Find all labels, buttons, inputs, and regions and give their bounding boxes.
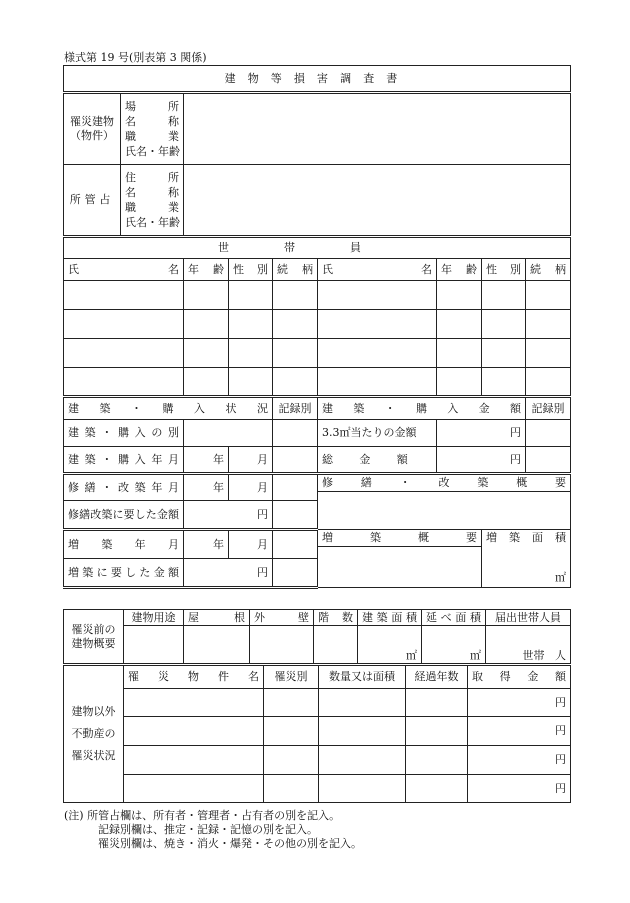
price-per-area-label: 3.3㎡当たりの金額 <box>318 420 437 447</box>
quantity-area-header: 数量又は面積 <box>319 666 406 689</box>
purchase-date-label: 建築・購入年月 <box>64 447 184 474</box>
price-per-area-record[interactable] <box>526 420 571 447</box>
record-type-header-right: 記録別 <box>526 397 571 420</box>
floors-input[interactable] <box>314 626 358 664</box>
household-row <box>64 339 571 368</box>
elapsed-years-header: 経過年数 <box>406 666 468 689</box>
note-line: (注) 所管占欄は、所有者・管理者・占有者の別を記入。 <box>64 809 341 822</box>
extension-date-record[interactable] <box>273 530 318 559</box>
purchase-type-record[interactable] <box>273 420 318 447</box>
floors-header: 階数 <box>314 610 358 626</box>
outer-wall-input[interactable] <box>250 626 314 664</box>
extension-cost-record[interactable] <box>273 559 318 588</box>
extension-month-input[interactable]: 月 <box>229 530 273 559</box>
building-area-input[interactable]: ㎡ <box>358 626 422 664</box>
extension-cost-input[interactable]: 円 <box>184 559 273 588</box>
purchase-status-header: 建築・購入状況 <box>64 397 273 420</box>
household-count-header: 届出世帯人員 <box>486 610 571 626</box>
building-use-header: 建物用途 <box>124 610 184 626</box>
disaster-building-fields: 場所 名称 職業 氏名・年齢 <box>121 93 184 165</box>
repair-cost-input[interactable]: 円 <box>184 501 273 530</box>
non-building-damage-table <box>63 665 571 803</box>
damage-type-header: 罹災別 <box>264 666 319 689</box>
repair-month-input[interactable]: 月 <box>229 474 273 501</box>
non-building-label: 建物以外 不動産の 罹災状況 <box>64 666 124 803</box>
purchase-month-input[interactable]: 月 <box>229 447 273 474</box>
disaster-building-label: 罹災建物 （物件） <box>64 93 121 165</box>
household-name-header-right: 氏 名 <box>318 259 437 281</box>
extension-area-unit: ㎡ <box>555 571 567 584</box>
household-count-input[interactable]: 世帯 人 <box>486 626 571 664</box>
note-line: 罹災別欄は、焼き・消火・爆発・その他の別を記入。 <box>98 837 362 850</box>
disaster-building-input[interactable] <box>184 93 571 165</box>
pre-disaster-label: 罹災前の 建物概要 <box>64 610 124 664</box>
extension-cost-label: 増築に要した金額 <box>64 559 184 588</box>
purchase-type-input[interactable] <box>184 420 273 447</box>
extension-summary-cell <box>318 530 482 588</box>
sex-header-left: 性別 <box>229 259 273 281</box>
total-floor-area-input[interactable]: ㎡ <box>422 626 486 664</box>
repair-year-input[interactable]: 年 <box>184 474 229 501</box>
non-building-row: 円 <box>64 775 571 803</box>
record-type-header-left: 記録別 <box>273 397 318 420</box>
household-row <box>64 281 571 310</box>
household-title: 世帯員 <box>64 237 571 259</box>
non-building-row: 円 <box>64 717 571 746</box>
building-area-header: 建築面積 <box>358 610 422 626</box>
extension-summary-header: 増築概要 <box>318 530 481 547</box>
extension-area-cell <box>482 530 571 588</box>
manager-fields: 住所 名称 職業 氏名・年齢 <box>121 165 184 237</box>
repair-cost-record[interactable] <box>273 501 318 530</box>
repair-date-record[interactable] <box>273 474 318 501</box>
manager-input[interactable] <box>184 165 571 237</box>
form-number: 様式第 19 号(別表第 3 関係) <box>64 51 207 64</box>
repair-date-label: 修繕・改築年月 <box>64 474 184 501</box>
household-row <box>64 310 571 339</box>
household-name-header-left: 氏 名 <box>64 259 184 281</box>
repair-cost-label: 修繕改築に要した金額 <box>64 501 184 530</box>
household-row <box>64 368 571 397</box>
purchase-type-label: 建築・購入の別 <box>64 420 184 447</box>
relation-header-left: 続柄 <box>273 259 318 281</box>
form-notes <box>64 809 362 851</box>
age-header-left: 年齢 <box>184 259 229 281</box>
extension-area-header: 増築面積 <box>486 531 567 544</box>
total-floor-area-header: 延べ面積 <box>422 610 486 626</box>
price-per-area-input[interactable]: 円 <box>437 420 526 447</box>
note-line: 記録別欄は、推定・記録・記憶の別を記入。 <box>98 823 318 836</box>
total-amount-label: 総金額 <box>318 447 437 474</box>
damage-survey-form <box>63 65 571 589</box>
acquisition-cost-header: 取得金額 <box>468 666 571 689</box>
roof-input[interactable] <box>184 626 250 664</box>
form-title: 建物等損害調査書 <box>64 66 571 93</box>
pre-disaster-table <box>63 609 571 664</box>
repair-summary-header: 修繕・改築概要 <box>318 475 570 492</box>
non-building-row: 円 <box>64 746 571 775</box>
purchase-date-record[interactable] <box>273 447 318 474</box>
purchase-amount-header: 建築・購入金額 <box>318 397 526 420</box>
building-use-input[interactable] <box>124 626 184 664</box>
non-building-row: 円 <box>64 689 571 717</box>
roof-header: 屋根 <box>184 610 250 626</box>
extension-date-label: 増築年月 <box>64 530 184 559</box>
total-amount-input[interactable]: 円 <box>437 447 526 474</box>
total-amount-record[interactable] <box>526 447 571 474</box>
extension-year-input[interactable]: 年 <box>184 530 229 559</box>
age-header-right: 年齢 <box>437 259 482 281</box>
sex-header-right: 性別 <box>482 259 526 281</box>
purchase-year-input[interactable]: 年 <box>184 447 229 474</box>
outer-wall-header: 外壁 <box>250 610 314 626</box>
relation-header-right: 続柄 <box>526 259 571 281</box>
manager-label: 所管占 <box>64 165 121 237</box>
repair-summary-cell <box>318 474 571 530</box>
damaged-item-header: 罹災物件名 <box>124 666 264 689</box>
